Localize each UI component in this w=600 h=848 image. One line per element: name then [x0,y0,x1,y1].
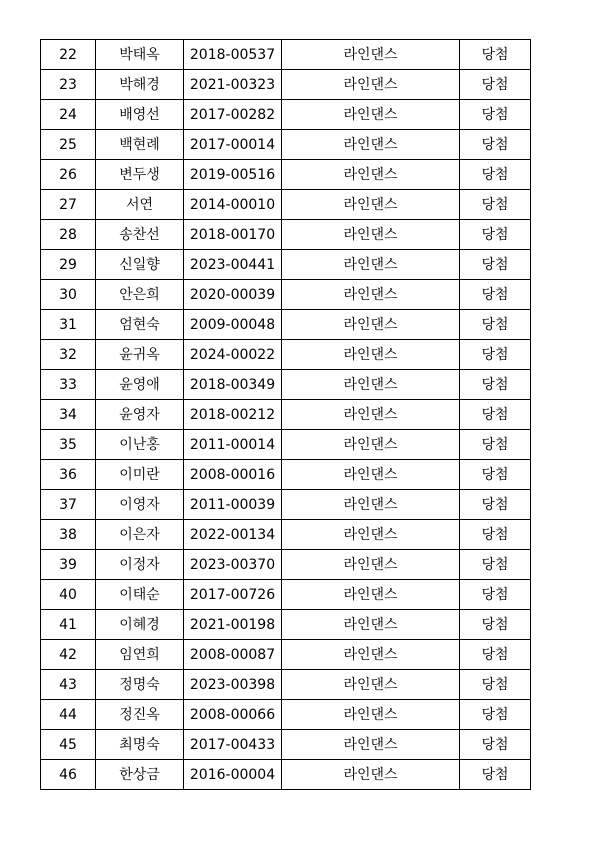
member-name-cell: 이정자 [96,550,184,580]
table-row [41,250,531,280]
lottery-result-cell: 당첨 [460,370,531,400]
row-number-cell: 32 [41,340,96,370]
course-name-cell: 라인댄스 [282,370,460,400]
row-number-cell: 39 [41,550,96,580]
table-row [41,40,531,70]
table-row [41,310,531,340]
course-name-cell: 라인댄스 [282,640,460,670]
course-name-cell: 라인댄스 [282,520,460,550]
member-id-cell: 2008-00016 [184,460,282,490]
lottery-result-cell: 당첨 [460,430,531,460]
row-number-cell: 36 [41,460,96,490]
member-name-cell: 윤영자 [96,400,184,430]
member-id-cell: 2009-00048 [184,310,282,340]
row-number-cell: 26 [41,160,96,190]
member-id-cell: 2021-00323 [184,70,282,100]
row-number-cell: 31 [41,310,96,340]
table-row [41,640,531,670]
member-id-cell: 2021-00198 [184,610,282,640]
table-row [41,520,531,550]
row-number-cell: 25 [41,130,96,160]
row-number-cell: 44 [41,700,96,730]
lottery-result-cell: 당첨 [460,670,531,700]
lottery-result-cell: 당첨 [460,550,531,580]
member-id-cell: 2023-00370 [184,550,282,580]
member-id-cell: 2023-00398 [184,670,282,700]
lottery-result-cell: 당첨 [460,280,531,310]
table-row [41,400,531,430]
member-name-cell: 임연희 [96,640,184,670]
results-table [40,39,531,790]
course-name-cell: 라인댄스 [282,100,460,130]
lottery-result-cell: 당첨 [460,520,531,550]
member-name-cell: 서연 [96,190,184,220]
lottery-result-cell: 당첨 [460,310,531,340]
member-id-cell: 2016-00004 [184,760,282,790]
member-name-cell: 안은희 [96,280,184,310]
member-id-cell: 2018-00537 [184,40,282,70]
table-row [41,70,531,100]
row-number-cell: 24 [41,100,96,130]
row-number-cell: 37 [41,490,96,520]
table-row [41,670,531,700]
member-name-cell: 엄현숙 [96,310,184,340]
member-name-cell: 이영자 [96,490,184,520]
row-number-cell: 45 [41,730,96,760]
row-number-cell: 28 [41,220,96,250]
member-name-cell: 신일향 [96,250,184,280]
lottery-result-cell: 당첨 [460,490,531,520]
member-name-cell: 박해경 [96,70,184,100]
table-row [41,100,531,130]
member-id-cell: 2011-00014 [184,430,282,460]
row-number-cell: 38 [41,520,96,550]
course-name-cell: 라인댄스 [282,400,460,430]
member-name-cell: 윤귀옥 [96,340,184,370]
course-name-cell: 라인댄스 [282,340,460,370]
lottery-result-cell: 당첨 [460,580,531,610]
lottery-result-cell: 당첨 [460,220,531,250]
row-number-cell: 35 [41,430,96,460]
lottery-result-cell: 당첨 [460,340,531,370]
course-name-cell: 라인댄스 [282,40,460,70]
member-name-cell: 이태순 [96,580,184,610]
table-row [41,490,531,520]
course-name-cell: 라인댄스 [282,280,460,310]
course-name-cell: 라인댄스 [282,490,460,520]
course-name-cell: 라인댄스 [282,310,460,340]
lottery-result-cell: 당첨 [460,700,531,730]
member-name-cell: 한상금 [96,760,184,790]
member-id-cell: 2017-00282 [184,100,282,130]
row-number-cell: 30 [41,280,96,310]
course-name-cell: 라인댄스 [282,670,460,700]
table-row [41,370,531,400]
course-name-cell: 라인댄스 [282,430,460,460]
course-name-cell: 라인댄스 [282,580,460,610]
member-id-cell: 2017-00014 [184,130,282,160]
member-id-cell: 2011-00039 [184,490,282,520]
member-id-cell: 2024-00022 [184,340,282,370]
table-row [41,760,531,790]
lottery-result-cell: 당첨 [460,100,531,130]
course-name-cell: 라인댄스 [282,550,460,580]
lottery-result-cell: 당첨 [460,130,531,160]
lottery-result-cell: 당첨 [460,160,531,190]
table-row [41,700,531,730]
lottery-result-cell: 당첨 [460,460,531,490]
table-row [41,340,531,370]
table-row [41,160,531,190]
course-name-cell: 라인댄스 [282,190,460,220]
member-name-cell: 정진옥 [96,700,184,730]
row-number-cell: 46 [41,760,96,790]
member-id-cell: 2018-00212 [184,400,282,430]
table-row [41,280,531,310]
lottery-result-cell: 당첨 [460,400,531,430]
course-name-cell: 라인댄스 [282,220,460,250]
member-name-cell: 배영선 [96,100,184,130]
member-id-cell: 2018-00170 [184,220,282,250]
course-name-cell: 라인댄스 [282,250,460,280]
row-number-cell: 40 [41,580,96,610]
member-id-cell: 2008-00066 [184,700,282,730]
member-id-cell: 2017-00433 [184,730,282,760]
table-row [41,580,531,610]
lottery-result-cell: 당첨 [460,610,531,640]
course-name-cell: 라인댄스 [282,760,460,790]
row-number-cell: 22 [41,40,96,70]
lottery-result-cell: 당첨 [460,730,531,760]
member-id-cell: 2008-00087 [184,640,282,670]
table-row [41,730,531,760]
member-id-cell: 2023-00441 [184,250,282,280]
course-name-cell: 라인댄스 [282,730,460,760]
lottery-result-cell: 당첨 [460,250,531,280]
course-name-cell: 라인댄스 [282,160,460,190]
member-name-cell: 변두생 [96,160,184,190]
course-name-cell: 라인댄스 [282,610,460,640]
member-id-cell: 2014-00010 [184,190,282,220]
row-number-cell: 43 [41,670,96,700]
table-row [41,460,531,490]
row-number-cell: 27 [41,190,96,220]
lottery-result-cell: 당첨 [460,760,531,790]
table-row [41,550,531,580]
table-row [41,220,531,250]
member-name-cell: 이은자 [96,520,184,550]
row-number-cell: 34 [41,400,96,430]
course-name-cell: 라인댄스 [282,130,460,160]
row-number-cell: 29 [41,250,96,280]
course-name-cell: 라인댄스 [282,460,460,490]
lottery-result-cell: 당첨 [460,70,531,100]
member-id-cell: 2020-00039 [184,280,282,310]
member-name-cell: 백현례 [96,130,184,160]
table-row [41,430,531,460]
member-name-cell: 이혜경 [96,610,184,640]
member-name-cell: 박태옥 [96,40,184,70]
course-name-cell: 라인댄스 [282,700,460,730]
row-number-cell: 41 [41,610,96,640]
member-id-cell: 2018-00349 [184,370,282,400]
lottery-result-cell: 당첨 [460,190,531,220]
member-name-cell: 이난홍 [96,430,184,460]
lottery-result-cell: 당첨 [460,640,531,670]
row-number-cell: 42 [41,640,96,670]
member-id-cell: 2022-00134 [184,520,282,550]
member-name-cell: 송찬선 [96,220,184,250]
course-name-cell: 라인댄스 [282,70,460,100]
member-name-cell: 윤영애 [96,370,184,400]
member-name-cell: 최명숙 [96,730,184,760]
lottery-result-cell: 당첨 [460,40,531,70]
member-id-cell: 2019-00516 [184,160,282,190]
member-name-cell: 정명숙 [96,670,184,700]
table-row [41,610,531,640]
table-row [41,190,531,220]
member-id-cell: 2017-00726 [184,580,282,610]
results-table-body [41,40,531,790]
member-name-cell: 이미란 [96,460,184,490]
row-number-cell: 33 [41,370,96,400]
row-number-cell: 23 [41,70,96,100]
table-row [41,130,531,160]
